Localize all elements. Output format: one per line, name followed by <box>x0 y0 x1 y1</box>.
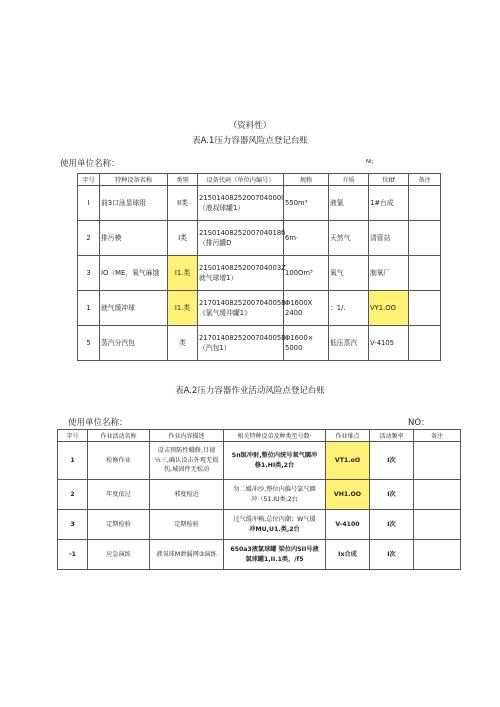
note <box>414 510 461 540</box>
activity-name: 定期检验 <box>88 510 150 540</box>
equipment-name: IO（ME，氧气麻饿 <box>100 256 168 291</box>
medium: 天然气 <box>329 221 369 256</box>
header-cell: 特种设备名称 <box>100 174 168 186</box>
work-location: VT1.oO <box>326 442 370 480</box>
row-no: 2 <box>78 221 100 256</box>
table-row <box>78 256 441 291</box>
activity-description <box>150 510 224 540</box>
equipment-code <box>198 291 284 326</box>
row-no: 3 <box>58 510 88 540</box>
equip-line: 650a3液氯球罐 梁位内SII号液 <box>230 546 319 553</box>
table1-unit-label: 使用单位名称： <box>60 159 120 169</box>
table2-no-label: NO： <box>408 418 430 428</box>
desc-line: ⅓三,确认设击外观无损 <box>154 456 219 464</box>
medium: 低压蒸汽 <box>329 326 369 361</box>
related-equipment <box>224 510 326 540</box>
table1-no-label: Ni; <box>366 159 374 165</box>
medium: ：1/. <box>329 291 369 326</box>
location: 制氧厂 <box>369 256 409 291</box>
activity-frequency: I次 <box>370 510 414 540</box>
appendix-subtitle: （资料性） <box>228 121 272 131</box>
row-no: -1 <box>58 540 88 570</box>
table-row <box>58 442 461 480</box>
equip-line: 氯球罐1,II.1类，/f5 <box>245 555 304 563</box>
related-equipment <box>224 540 326 570</box>
work-location: VH1.OO <box>326 480 370 510</box>
row-no: 2 <box>58 480 88 510</box>
activity-description <box>150 480 224 510</box>
code-line: 2170140825200704005B <box>199 299 286 307</box>
equip-line: 过气缓冲赖,总位内潮；W气援 <box>233 516 316 523</box>
header-cell: 规格 <box>284 174 329 186</box>
activity-name: 应急演练 <box>88 540 150 570</box>
header-cell: 备注 <box>414 430 461 442</box>
row-no: I <box>78 186 100 221</box>
code-line: 《氯气缓冲罐1》 <box>199 309 251 317</box>
equip-line: 冲MU,U1.类,2台 <box>249 525 300 533</box>
category: I类 <box>168 221 198 256</box>
header-cell: 活动频率 <box>370 430 414 442</box>
table-row <box>78 291 441 326</box>
spec <box>284 326 329 361</box>
activity-description <box>150 540 224 570</box>
code-line: 2150140825200704000l <box>199 194 284 202</box>
header-cell: 设备代码（单位内编号） <box>198 174 284 186</box>
header-cell: 字号 <box>78 174 100 186</box>
pressure-vessel-risk-table <box>77 173 441 361</box>
note <box>409 221 441 256</box>
equipment-name: 前3口泳显球用 <box>100 186 168 221</box>
work-location: V-4100 <box>326 510 370 540</box>
equipment-code <box>198 221 284 256</box>
equipment-code <box>198 186 284 221</box>
location: 清管站 <box>369 221 409 256</box>
table1-title: 表A.1压力容器风险点登记台账 <box>192 136 308 146</box>
spec <box>284 291 329 326</box>
header-cell: 备注 <box>409 174 441 186</box>
header-cell: 字号 <box>58 430 88 442</box>
desc-line: 液氧球M泄漏网③演练 <box>156 550 217 558</box>
table2-title: 表A.2压力容器作业活动风险点登记台账 <box>175 386 325 396</box>
related-equipment <box>224 442 326 480</box>
table-row <box>78 326 441 361</box>
activity-name: 年度依过 <box>88 480 150 510</box>
table-row <box>58 480 461 510</box>
equip-line: 修1.HI类,2台 <box>254 461 295 469</box>
code-line: （排污罐D <box>199 239 232 247</box>
equipment-name: 就气缓冲球 <box>100 291 168 326</box>
note <box>409 256 441 291</box>
spec-line: 5000 <box>285 344 303 352</box>
spec: 550m³ <box>284 186 329 221</box>
header-cell: 作业内容描述 <box>150 430 224 442</box>
header-cell: 类别 <box>168 174 198 186</box>
activity-frequency: I次 <box>370 480 414 510</box>
location: 1#台成 <box>369 186 409 221</box>
row-no: 5 <box>78 326 100 361</box>
equip-line: 冲（51.IU类,2台 <box>251 495 298 503</box>
note <box>409 326 441 361</box>
spec-line: Φ1600× <box>285 334 314 342</box>
equipment-name: 排污模 <box>100 221 168 256</box>
code-line: 21S0140825200704003Z <box>199 264 286 272</box>
row-no: 3 <box>78 256 100 291</box>
category: I1.类 <box>168 256 198 291</box>
location: V-4105 <box>369 326 409 361</box>
spec-line: Φ1600X <box>285 299 313 307</box>
header-cell: 作业活动名称 <box>88 430 150 442</box>
table-row <box>78 221 441 256</box>
row-no: 1 <box>78 291 100 326</box>
spec: 6m· <box>284 221 329 256</box>
code-line: 2170140825200704005B <box>199 334 286 342</box>
category: 类 <box>168 326 198 361</box>
related-equipment <box>224 480 326 510</box>
note <box>414 480 461 510</box>
medium: 氧气 <box>329 256 369 291</box>
code-line: （汽包1） <box>199 344 231 352</box>
equipment-code <box>198 256 284 291</box>
desc-line: 伤,城固件无松动 <box>163 466 210 474</box>
header-cell: 位Itf <box>369 174 409 186</box>
table-row <box>58 540 461 570</box>
equip-line: Sn级冲射,整位内统号氧气圜冲 <box>231 452 318 459</box>
category: I1.类 <box>168 291 198 326</box>
location: VY1.OO <box>369 291 409 326</box>
code-line: 就气球增1） <box>199 274 238 282</box>
header-cell: 作业堆点 <box>326 430 370 442</box>
spec: 100Om³ <box>284 256 329 291</box>
table-row <box>58 510 461 540</box>
category: II类 <box>168 186 198 221</box>
work-location: Ix合成 <box>326 540 370 570</box>
note <box>409 291 441 326</box>
activity-frequency: I次 <box>370 442 414 480</box>
activity-name: 检修作业 <box>88 442 150 480</box>
note <box>414 442 461 480</box>
spec-line: 2400 <box>285 309 303 317</box>
code-line: （液叔球罐1） <box>199 204 245 212</box>
note <box>409 186 441 221</box>
desc-line: 邪度检近 <box>174 490 199 498</box>
activity-description <box>150 442 224 480</box>
table-row <box>78 186 441 221</box>
medium: 液氯 <box>329 186 369 221</box>
equipment-code <box>198 326 284 361</box>
desc-line: 设击预防性蛾修,目视 <box>157 447 216 455</box>
header-cell: 介质 <box>329 174 369 186</box>
table2-header-row <box>58 430 461 442</box>
equip-line: 勿二媛冲沙,整位内偏号氯气圜 <box>233 486 316 493</box>
note <box>414 540 461 570</box>
activity-frequency: I次 <box>370 540 414 570</box>
header-cell: 相关特种设弟及种类至号数· <box>224 430 326 442</box>
code-line: 21S0140825200704018б <box>199 229 286 237</box>
pressure-vessel-activity-table <box>57 429 461 570</box>
row-no: 1 <box>58 442 88 480</box>
table2-unit-label: 使用单位名称： <box>68 418 128 428</box>
table1-header-row <box>78 174 441 186</box>
desc-line: 定期检验 <box>174 520 199 528</box>
equipment-name: 蒸汽分汽包 <box>100 326 168 361</box>
